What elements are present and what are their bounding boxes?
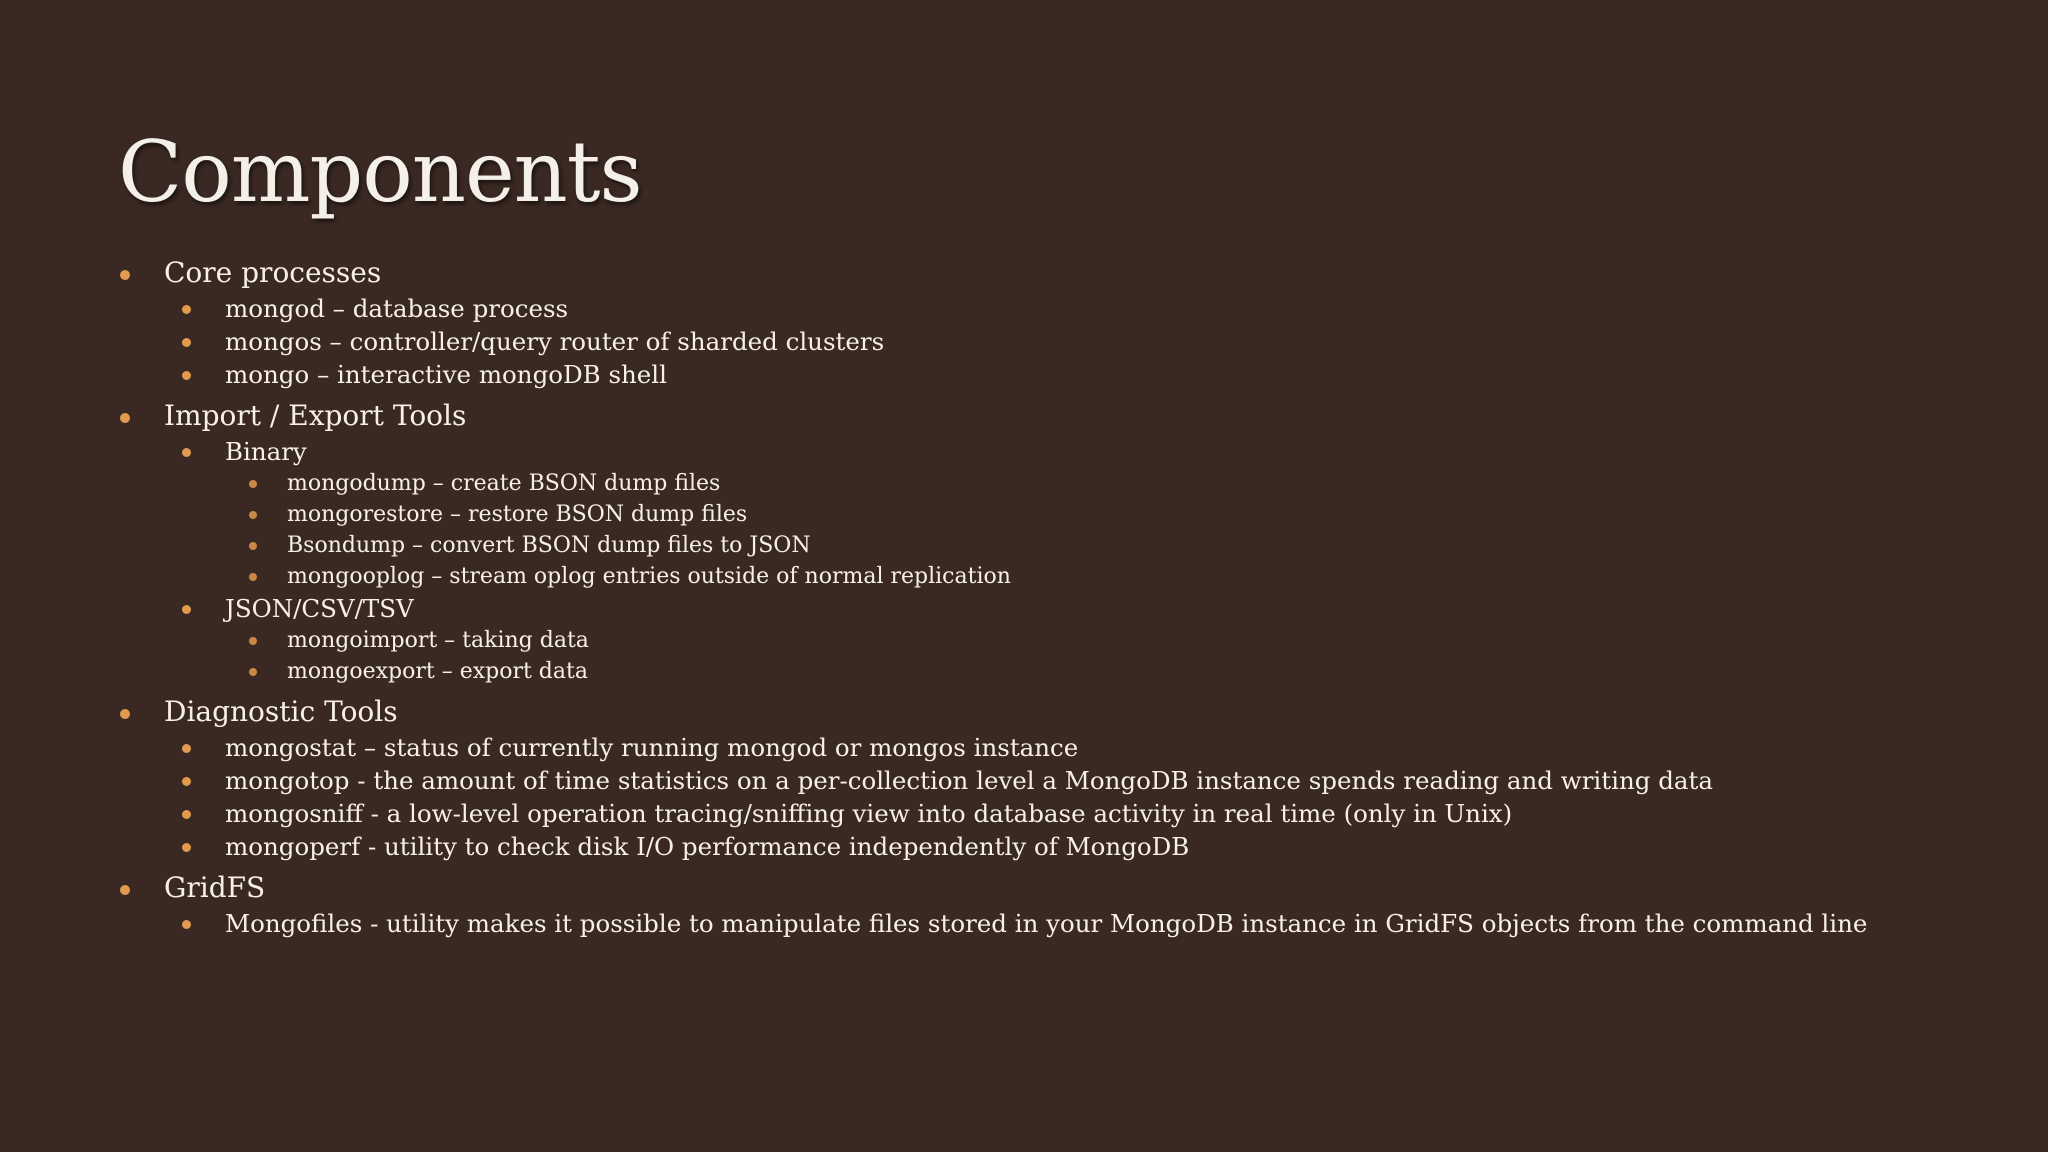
section-heading: Diagnostic Tools xyxy=(164,695,398,728)
list-item-text: mongod – database process xyxy=(225,294,569,323)
subsection-heading: Binary xyxy=(225,437,307,466)
bullet-icon xyxy=(249,637,257,645)
bullet-icon xyxy=(249,542,257,550)
list-item xyxy=(116,530,2016,561)
list-item xyxy=(116,907,2016,940)
bullet-list xyxy=(116,254,2016,940)
bullet-icon xyxy=(182,843,191,852)
bullet-icon xyxy=(182,338,191,347)
list-item xyxy=(116,561,2016,592)
list-item xyxy=(116,625,2016,656)
bullet-icon xyxy=(182,305,191,314)
list-item xyxy=(116,358,2016,391)
bullet-icon xyxy=(182,605,191,614)
list-item-text: mongodump – create BSON dump files xyxy=(287,471,721,496)
list-item xyxy=(116,693,2016,731)
list-item xyxy=(116,499,2016,530)
list-item xyxy=(116,325,2016,358)
bullet-icon xyxy=(120,413,130,423)
bullet-icon xyxy=(182,448,191,457)
list-item xyxy=(116,468,2016,499)
bullet-icon xyxy=(120,885,130,895)
list-item xyxy=(116,592,2016,625)
list-item-text: mongooplog – stream oplog entries outside of normal replication xyxy=(287,564,1011,589)
list-item xyxy=(116,435,2016,468)
list-item xyxy=(116,797,2016,830)
bullet-icon xyxy=(249,511,257,519)
list-item xyxy=(116,292,2016,325)
bullet-icon xyxy=(249,573,257,581)
section-heading: Core processes xyxy=(164,256,382,289)
list-item-text: mongostat – status of currently running mongod or mongos instance xyxy=(225,733,1079,762)
bullet-icon xyxy=(120,270,130,280)
bullet-icon xyxy=(182,810,191,819)
subsection-heading: JSON/CSV/TSV xyxy=(225,594,414,623)
list-item xyxy=(116,764,2016,797)
bullet-icon xyxy=(120,709,130,719)
list-item-text: mongos – controller/query router of sharded clusters xyxy=(225,327,885,356)
list-item xyxy=(116,731,2016,764)
bullet-icon xyxy=(249,480,257,488)
list-item xyxy=(116,869,2016,907)
list-item xyxy=(116,830,2016,863)
list-item-text: Bsondump – convert BSON dump files to JSON xyxy=(287,533,811,558)
list-item-text: mongo – interactive mongoDB shell xyxy=(225,360,667,389)
list-item-text: mongoimport – taking data xyxy=(287,628,589,653)
bullet-icon xyxy=(249,668,257,676)
list-item-text: mongorestore – restore BSON dump files xyxy=(287,502,748,527)
list-item-text: mongoexport – export data xyxy=(287,659,588,684)
bullet-icon xyxy=(182,920,191,929)
list-item-text: mongosniff - a low-level operation tracing/sniffing view into database activity in real time (only in Unix) xyxy=(225,799,1513,828)
list-item-text: mongoperf - utility to check disk I/O performance independently of MongoDB xyxy=(225,832,1190,861)
bullet-icon xyxy=(182,744,191,753)
list-item xyxy=(116,254,2016,292)
list-item xyxy=(116,397,2016,435)
list-item xyxy=(116,656,2016,687)
section-heading: GridFS xyxy=(164,871,266,904)
bullet-icon xyxy=(182,371,191,380)
list-item-text: Mongofiles - utility makes it possible to manipulate files stored in your MongoDB instance in GridFS objects from the command line xyxy=(225,909,1868,938)
section-heading: Import / Export Tools xyxy=(164,399,467,432)
bullet-icon xyxy=(182,777,191,786)
list-item-text: mongotop - the amount of time statistics on a per-collection level a MongoDB instance spends reading and writing data xyxy=(225,766,1713,795)
slide-title: Components xyxy=(118,123,642,221)
